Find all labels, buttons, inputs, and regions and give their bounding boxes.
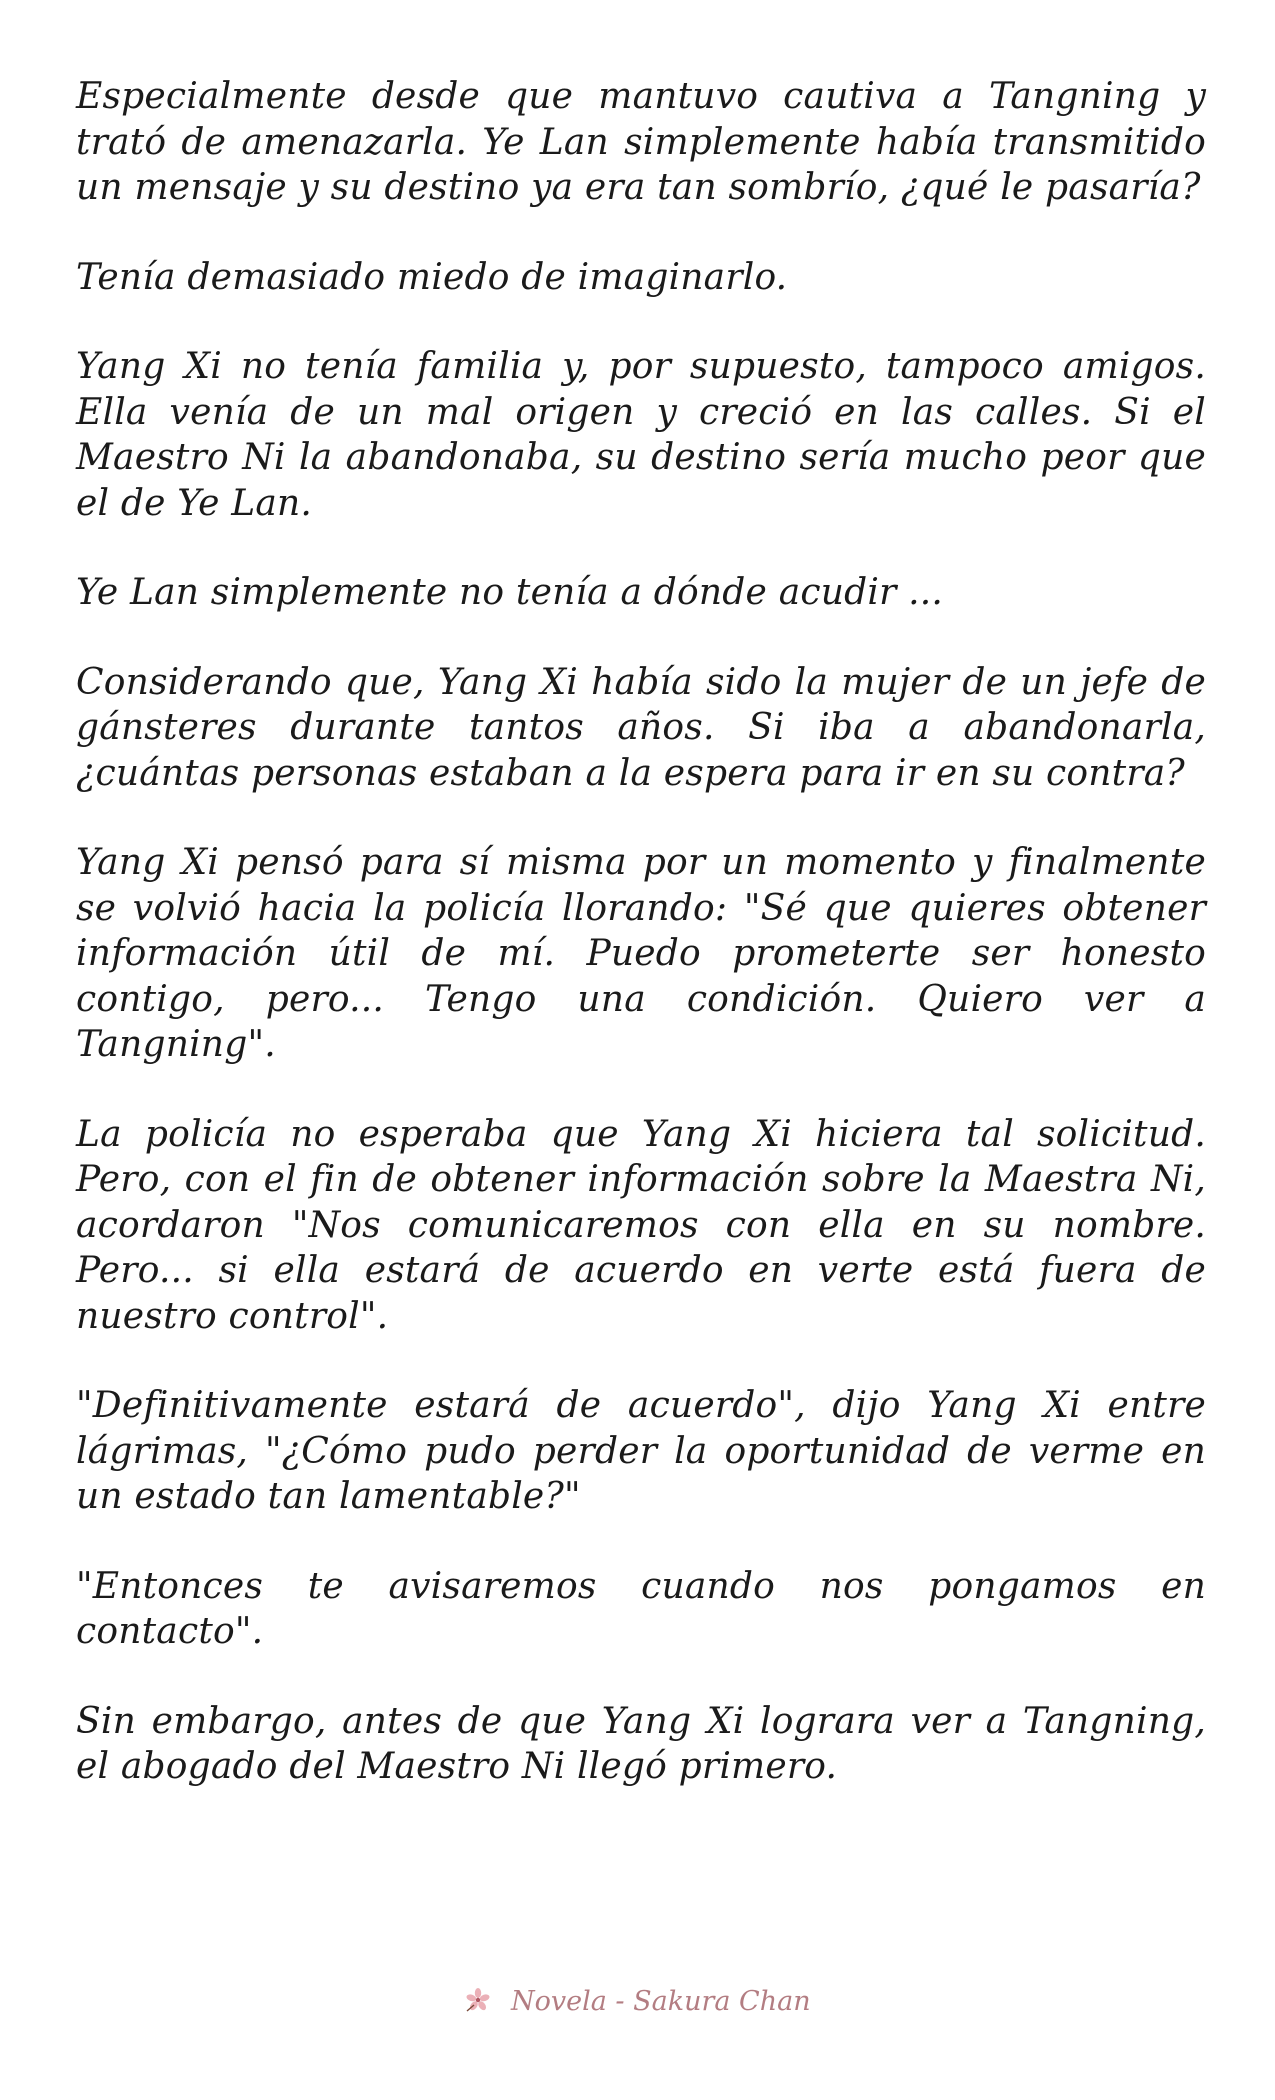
watermark [0,1986,1275,2017]
paragraph: "Definitivamente estará de acuerdo", dijo Yang Xi entre lágrimas, "¿Cómo pudo perder la oportunidad de verme en un estado tan lamentable?" [76,1385,1206,1517]
paragraph: Considerando que, Yang Xi había sido la mujer de un jefe de gánsteres durante tantos años. Si iba a abandonarla, ¿cuántas personas estaban a la espera para ir en su contra? [76,661,1206,794]
paragraph: Yang Xi no tenía familia y, por supuesto, tampoco amigos. Ella venía de un mal origen y creció en las calles. Si el Maestro Ni la abandonaba, su destino sería mucho peor que el de Ye Lan. [76,346,1206,524]
paragraph: Especialmente desde que mantuvo cautiva a Tangning y trató de amenazarla. Ye Lan simplemente había transmitido un mensaje y su destino ya era tan sombrío, ¿qué le pasaría? [76,76,1206,208]
sakura-flower-icon [464,1986,492,2014]
paragraph: La policía no esperaba que Yang Xi hiciera tal solicitud. Pero, con el fin de obtener información sobre la Maestra Ni, acordaron "Nos comunicaremos con ella en su nombre. Pero... si ella estará de acuerdo en verte está fuera de nuestro control". [76,1113,1206,1337]
paragraph: Ye Lan simplemente no tenía a dónde acudir ... [76,572,944,613]
watermark-text: Novela - Sakura Chan [510,1986,811,2017]
chapter-text [76,74,1206,1834]
paragraph: Yang Xi pensó para sí misma por un momento y finalmente se volvió hacia la policía llorando: "Sé que quieres obtener información útil de mí. Puedo prometerte ser honesto contigo, pero... Tengo una condición. Quiero ver a Tangning". [76,842,1206,1065]
paragraph: Tenía demasiado miedo de imaginarlo. [76,256,788,298]
paragraph: "Entonces te avisaremos cuando nos pongamos en contacto". [76,1565,1206,1652]
paragraph: Sin embargo, antes de que Yang Xi lograra ver a Tangning, el abogado del Maestro Ni llegó primero. [76,1700,1206,1787]
